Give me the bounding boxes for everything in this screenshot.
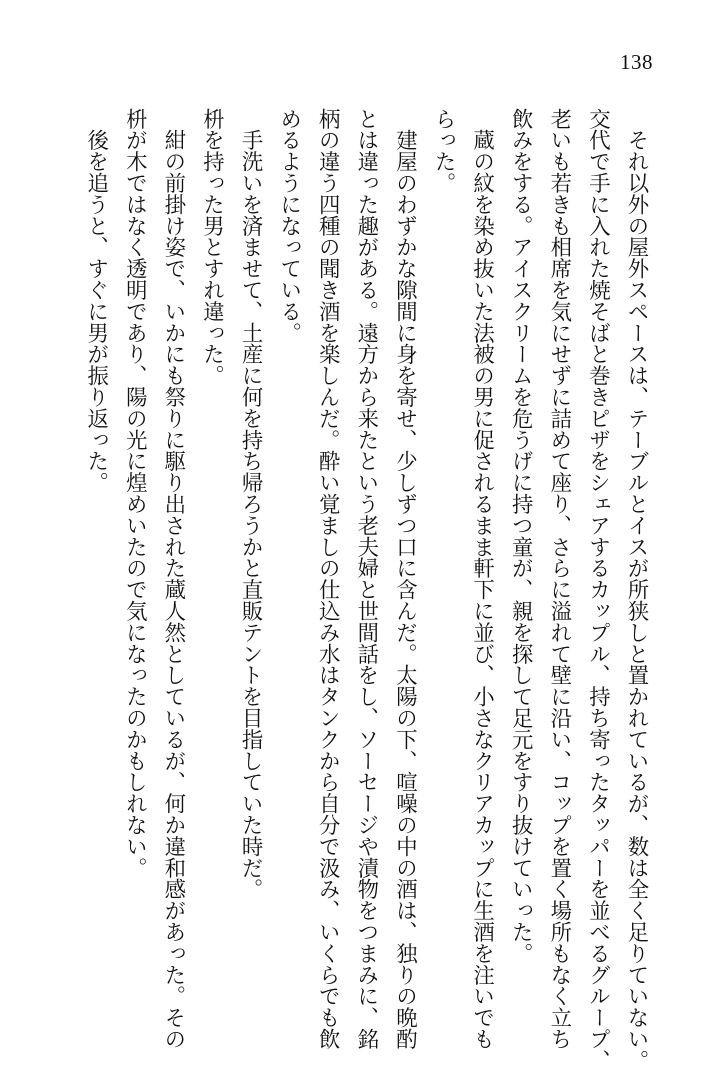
text-body [76, 108, 655, 1071]
text-line: 飲みをする。アイスクリームを危うげに持つ童が、親を探して足元をすり抜けていった。 [508, 108, 534, 964]
text-line: 建屋のわずかな隙間に身を寄せ、少しずつ口に含んだ。太陽の下、喧噪の中の酒は、独りの晩酌 [392, 108, 418, 1050]
page-number: 138 [620, 50, 653, 74]
text-line: 紺の前掛け姿で、いかにも祭りに駆り出された蔵人然としているが、何か違和感があった。その [160, 108, 186, 1050]
text-line: とは違った趣がある。遠方から来たという老夫婦と世間話をし、ソーセージや漬物をつまみに、銘 [353, 108, 379, 1050]
text-line: 後を追うと、すぐに男が振り返った。 [83, 108, 109, 494]
paragraph-1 [423, 108, 655, 1071]
paragraph-4 [76, 108, 192, 1050]
text-line: めるようになっている。 [276, 108, 302, 344]
text-line: 老いも若きも相席を気にせずに詰めて座り、さらに溢れて壁に沿い、コップを置く場所もなく立ち [546, 108, 572, 1050]
text-line: それ以外の屋外スペースは、テーブルとイスが所狭しと置かれているが、数は全く足りていない。 [624, 108, 649, 1071]
text-line: 柄の違う四種の聞き酒を楽しんだ。酔い覚ましの仕込み水はタンクから自分で汲み、いくらでも飲 [315, 108, 341, 1050]
paragraph-3 [192, 108, 269, 948]
text-line: 蔵の紋を染め抜いた法被の男に促されるまま軒下に並び、小さなクリアカップに生酒を注いでも [469, 108, 495, 1050]
text-line: 手洗いを済ませて、土産に何を持ち帰ろうかと直販テントを目指していた時だ。 [238, 108, 264, 900]
text-line: 枡が木ではなく透明であり、陽の光に煌めいたので気になったのかもしれない。 [122, 108, 148, 879]
text-line: らった。 [431, 108, 457, 194]
text-line: 枡を持った男とすれ違った。 [199, 108, 225, 387]
paragraph-2 [269, 108, 423, 1050]
text-line: 交代で手に入れた焼そばと巻きピザをシェアするカップル、持ち寄ったタッパーを並べるグループ、 [585, 108, 611, 1071]
